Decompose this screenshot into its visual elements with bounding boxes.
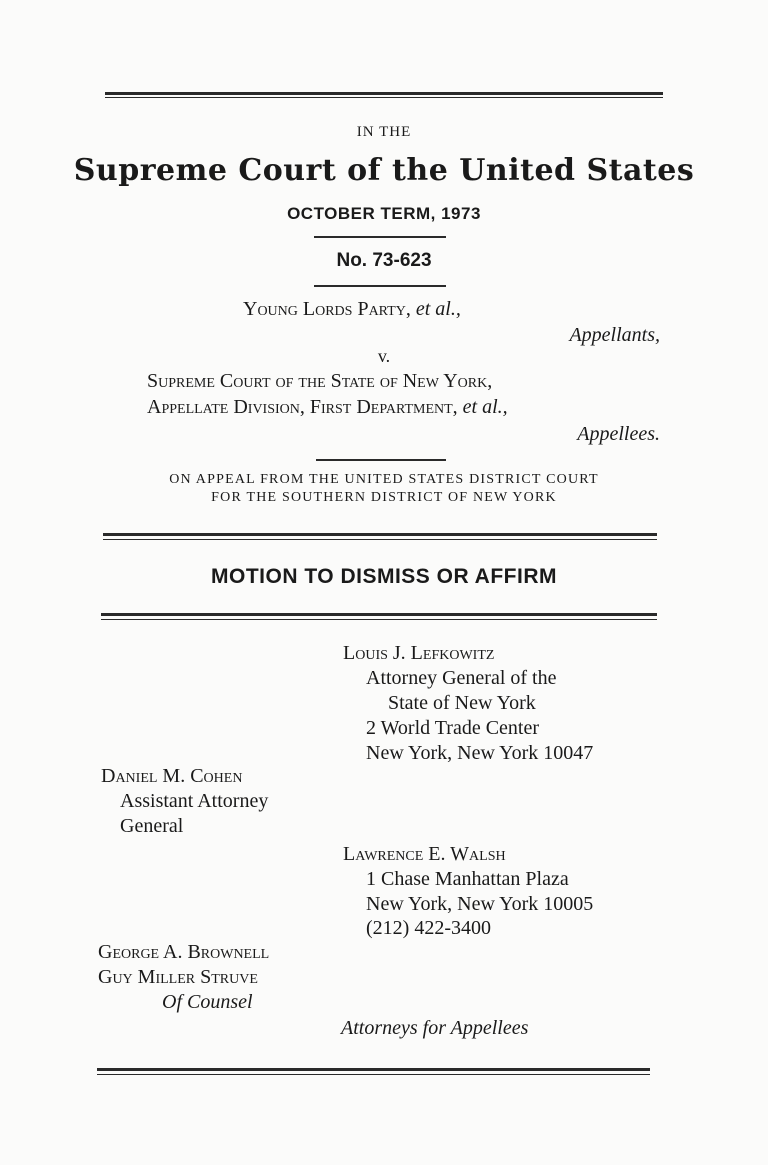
- appeal-line-1: ON APPEAL FROM THE UNITED STATES DISTRICT COURT: [169, 472, 599, 487]
- appellant-name: Young Lords Party,: [243, 298, 411, 320]
- appeal-line-2: FOR THE SOUTHERN DISTRICT OF NEW YORK: [211, 490, 557, 505]
- docket-rule-bottom: [314, 285, 446, 287]
- walsh-line-2: New York, New York 10005: [366, 893, 594, 915]
- court-name: Supreme Court of the United States: [73, 153, 695, 188]
- bottom-rule-thick: [97, 1068, 650, 1071]
- appellee-role: Appellees.: [577, 423, 660, 445]
- walsh-name: Lawrence E. Walsh: [343, 843, 506, 865]
- cohen-name: Daniel M. Cohen: [101, 765, 243, 787]
- appellant-role: Appellants,: [569, 324, 660, 346]
- motion-rule-top-thick: [103, 533, 657, 536]
- motion-rule-bottom-thick: [101, 613, 657, 616]
- cohen-line-1: Assistant Attorney: [120, 790, 269, 812]
- motion-rule-top-thin: [103, 539, 657, 540]
- struve-name: Guy Miller Struve: [98, 966, 258, 988]
- attorneys-for-label: Attorneys for Appellees: [341, 1017, 529, 1039]
- bottom-rule-thin: [97, 1074, 650, 1075]
- lefkowitz-line-3: 2 World Trade Center: [366, 717, 540, 739]
- docket-number: No. 73-623: [336, 250, 432, 271]
- walsh-line-3: (212) 422-3400: [366, 917, 491, 939]
- term-label: OCTOBER TERM, 1973: [287, 204, 481, 223]
- in-the-label: IN THE: [356, 124, 412, 140]
- lefkowitz-name: Louis J. Lefkowitz: [343, 642, 495, 664]
- docket-rule-top: [314, 236, 446, 238]
- top-rule-thin: [105, 97, 663, 98]
- lefkowitz-line-1: Attorney General of the: [366, 667, 557, 689]
- appellee-etal: et al.,: [462, 396, 508, 418]
- lefkowitz-line-4: New York, New York 10047: [366, 742, 594, 764]
- appellee-name-2: Appellate Division, First Department,: [147, 396, 458, 418]
- appellant-line: [243, 298, 461, 321]
- walsh-line-1: 1 Chase Manhattan Plaza: [366, 868, 569, 890]
- top-rule-thick: [105, 92, 663, 95]
- appellee-line-2: [147, 396, 508, 419]
- appellee-line-1: Supreme Court of the State of New York,: [147, 370, 493, 392]
- appellant-etal: et al.,: [415, 298, 461, 320]
- of-counsel-label: Of Counsel: [162, 991, 253, 1013]
- motion-rule-bottom-thin: [101, 619, 657, 620]
- caption-rule: [316, 459, 446, 461]
- brownell-name: George A. Brownell: [98, 941, 270, 963]
- lefkowitz-line-2: State of New York: [388, 692, 536, 714]
- cohen-line-2: General: [120, 815, 184, 837]
- versus: v.: [377, 346, 391, 366]
- motion-title: MOTION TO DISMISS OR AFFIRM: [211, 565, 557, 588]
